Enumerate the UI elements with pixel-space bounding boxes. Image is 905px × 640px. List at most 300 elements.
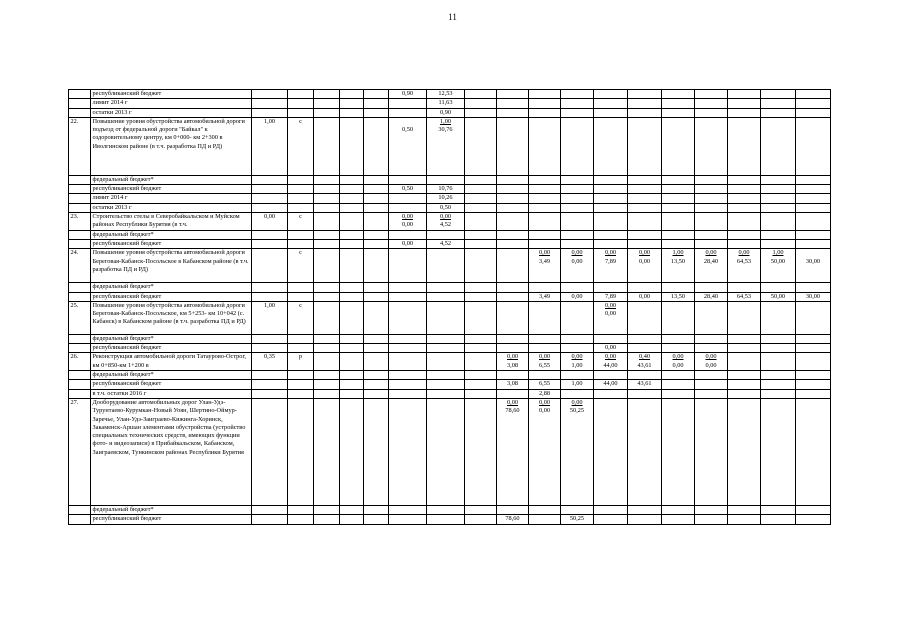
cell-value bbox=[594, 515, 628, 524]
cell-type: с bbox=[288, 249, 314, 283]
cell-value bbox=[314, 99, 340, 108]
cell-value-quantity: 1,00 bbox=[672, 249, 684, 257]
cell-value bbox=[288, 292, 314, 301]
cell-value: 0,90 bbox=[389, 90, 427, 99]
cell-value bbox=[364, 334, 389, 343]
cell-number bbox=[69, 194, 91, 203]
cell-value bbox=[761, 117, 796, 175]
cell-value bbox=[427, 353, 465, 371]
cell-value: 44,00 bbox=[594, 380, 628, 389]
cell-value bbox=[594, 213, 628, 231]
table-row-item bbox=[69, 353, 831, 371]
cell-value bbox=[594, 108, 628, 117]
cell-value bbox=[796, 249, 831, 283]
cell-value bbox=[288, 185, 314, 194]
cell-length: 1,00 bbox=[252, 301, 288, 334]
cell-description: лимит 2014 г bbox=[91, 194, 252, 203]
cell-value bbox=[561, 283, 594, 292]
cell-value-amount: 0,00 bbox=[705, 361, 717, 369]
cell-value bbox=[314, 398, 340, 505]
table-row-subitem bbox=[69, 175, 831, 184]
cell-value bbox=[796, 301, 831, 334]
table-row-subitem bbox=[69, 203, 831, 212]
cell-value bbox=[389, 505, 427, 514]
cell-value-quantity: 0,00 bbox=[538, 249, 551, 257]
cell-value-amount: 0,00 bbox=[604, 310, 617, 318]
cell-value bbox=[288, 194, 314, 203]
cell-value bbox=[662, 505, 695, 514]
cell-value bbox=[529, 90, 561, 99]
cell-value bbox=[364, 239, 389, 248]
table-row-subitem bbox=[69, 99, 831, 108]
cell-number: 23. bbox=[69, 213, 91, 231]
cell-value bbox=[796, 398, 831, 505]
cell-value bbox=[529, 371, 561, 380]
cell-description: федеральный бюджет* bbox=[91, 334, 252, 343]
cell-value bbox=[662, 249, 695, 283]
cell-value-amount: 78,60 bbox=[505, 407, 520, 415]
cell-value bbox=[628, 175, 662, 184]
cell-value bbox=[288, 344, 314, 353]
cell-value bbox=[594, 283, 628, 292]
cell-value bbox=[364, 230, 389, 239]
cell-value bbox=[389, 515, 427, 524]
table-row-item bbox=[69, 398, 831, 505]
cell-value bbox=[314, 515, 340, 524]
cell-value-quantity: 0,00 bbox=[604, 353, 617, 361]
cell-value bbox=[561, 505, 594, 514]
cell-value-amount: 1,00 bbox=[571, 361, 583, 369]
cell-value bbox=[594, 239, 628, 248]
cell-value bbox=[796, 230, 831, 239]
cell-value bbox=[389, 398, 427, 505]
cell-number bbox=[69, 99, 91, 108]
cell-value bbox=[761, 515, 796, 524]
cell-value-quantity: 0,00 bbox=[538, 353, 551, 361]
cell-value bbox=[364, 99, 389, 108]
cell-number bbox=[69, 292, 91, 301]
cell-value bbox=[662, 175, 695, 184]
table-row-item bbox=[69, 249, 831, 283]
cell-value-quantity: 0,00 bbox=[705, 353, 717, 361]
cell-value bbox=[796, 371, 831, 380]
cell-description: республиканский бюджет bbox=[91, 292, 252, 301]
cell-value bbox=[288, 389, 314, 398]
cell-value bbox=[628, 230, 662, 239]
cell-value-quantity: 0,00 bbox=[604, 249, 617, 257]
cell-value bbox=[364, 185, 389, 194]
cell-value: 2,88 bbox=[529, 389, 561, 398]
cell-value-quantity: 0,00 bbox=[571, 353, 583, 361]
cell-value bbox=[728, 283, 761, 292]
cell-value-quantity: 0,00 bbox=[638, 249, 651, 257]
cell-value bbox=[761, 194, 796, 203]
cell-value bbox=[529, 108, 561, 117]
cell-value bbox=[529, 398, 561, 505]
cell-description: остатки 2013 г bbox=[91, 203, 252, 212]
cell-value bbox=[364, 117, 389, 175]
cell-description: Повышение уровня обустройства автомобильной дороги Береговая-Кабанск-Посольское, км 5+253- км 10+042 (с. Кабанск) в Кабанском районе (в т.ч. разработка ПД и РД) bbox=[91, 301, 252, 334]
cell-description: федеральный бюджет* bbox=[91, 371, 252, 380]
cell-value bbox=[561, 213, 594, 231]
cell-value bbox=[465, 389, 497, 398]
cell-value bbox=[529, 515, 561, 524]
cell-value bbox=[364, 194, 389, 203]
cell-value bbox=[594, 175, 628, 184]
cell-description: лимит 2014 г bbox=[91, 99, 252, 108]
cell-value: 0,50 bbox=[427, 203, 465, 212]
cell-description: республиканский бюджет bbox=[91, 185, 252, 194]
cell-value bbox=[389, 380, 427, 389]
cell-value-quantity: 0,00 bbox=[738, 249, 750, 257]
cell-value bbox=[628, 515, 662, 524]
cell-value bbox=[314, 344, 340, 353]
cell-number bbox=[69, 283, 91, 292]
cell-value bbox=[465, 301, 497, 334]
cell-value bbox=[628, 353, 662, 371]
cell-description: Реконструкция автомобильной дороги Татаурово-Острог, км 0+850-км 1+200 в bbox=[91, 353, 252, 371]
cell-value bbox=[288, 505, 314, 514]
cell-value bbox=[497, 230, 529, 239]
cell-value-amount: 13,50 bbox=[670, 257, 686, 265]
cell-value bbox=[628, 398, 662, 505]
cell-value bbox=[662, 185, 695, 194]
cell-value bbox=[662, 371, 695, 380]
cell-value bbox=[340, 398, 364, 505]
cell-value bbox=[252, 230, 288, 239]
cell-value bbox=[314, 353, 340, 371]
cell-type: с bbox=[288, 213, 314, 231]
cell-value bbox=[497, 90, 529, 99]
cell-value bbox=[628, 389, 662, 398]
cell-value: 0,00 bbox=[561, 292, 594, 301]
cell-value bbox=[628, 108, 662, 117]
cell-number bbox=[69, 389, 91, 398]
cell-description: федеральный бюджет* bbox=[91, 230, 252, 239]
cell-value bbox=[796, 239, 831, 248]
table-row-subitem bbox=[69, 108, 831, 117]
table-row-subitem bbox=[69, 230, 831, 239]
cell-value bbox=[364, 515, 389, 524]
cell-value bbox=[761, 505, 796, 514]
cell-value bbox=[340, 353, 364, 371]
cell-value bbox=[288, 108, 314, 117]
cell-description: Дооборудование автомобильных дорог Улан-Удэ-Турунтаево-Курумкан-Новый Уоян, Шертино-Оймур-Заречье, Улан-Удэ-Заиграево-Кижинга-Хоринск, Закаменск-Аршан элементами обустройства (устройство специальных технических средств, имеющих функции фото- и видеозаписи) в Прибайкальском, Кабанском, Заиграевском, Тункинском районах Республики Бурятия bbox=[91, 398, 252, 505]
cell-value bbox=[561, 389, 594, 398]
cell-value bbox=[761, 334, 796, 343]
cell-value bbox=[561, 108, 594, 117]
cell-value bbox=[728, 239, 761, 248]
cell-value bbox=[497, 505, 529, 514]
cell-number: 27. bbox=[69, 398, 91, 505]
cell-value bbox=[628, 117, 662, 175]
cell-value: 13,50 bbox=[662, 292, 695, 301]
cell-value bbox=[252, 203, 288, 212]
cell-value bbox=[465, 108, 497, 117]
cell-value bbox=[252, 185, 288, 194]
cell-value bbox=[340, 380, 364, 389]
cell-value bbox=[252, 389, 288, 398]
cell-value bbox=[529, 99, 561, 108]
cell-value bbox=[761, 213, 796, 231]
cell-value bbox=[252, 194, 288, 203]
cell-value bbox=[389, 301, 427, 334]
cell-value bbox=[497, 239, 529, 248]
cell-value bbox=[761, 371, 796, 380]
cell-value bbox=[529, 213, 561, 231]
cell-value bbox=[427, 515, 465, 524]
cell-value bbox=[529, 175, 561, 184]
cell-value bbox=[497, 203, 529, 212]
cell-value bbox=[796, 90, 831, 99]
cell-value bbox=[695, 389, 728, 398]
cell-value bbox=[761, 175, 796, 184]
cell-value bbox=[340, 515, 364, 524]
cell-value bbox=[364, 398, 389, 505]
cell-value bbox=[628, 249, 662, 283]
cell-value bbox=[695, 301, 728, 334]
cell-value bbox=[497, 344, 529, 353]
cell-value bbox=[389, 389, 427, 398]
cell-description: федеральный бюджет* bbox=[91, 283, 252, 292]
cell-value bbox=[252, 515, 288, 524]
cell-value bbox=[728, 213, 761, 231]
cell-value bbox=[427, 334, 465, 343]
cell-value bbox=[695, 283, 728, 292]
table-row-subitem bbox=[69, 185, 831, 194]
cell-value bbox=[561, 99, 594, 108]
cell-value-quantity: 0,00 bbox=[506, 398, 519, 406]
cell-value bbox=[364, 301, 389, 334]
cell-value bbox=[761, 239, 796, 248]
cell-value-amount: 3,08 bbox=[506, 361, 519, 369]
cell-value bbox=[288, 371, 314, 380]
cell-value bbox=[314, 185, 340, 194]
cell-value bbox=[796, 213, 831, 231]
cell-number bbox=[69, 505, 91, 514]
cell-value: 0,00 bbox=[389, 239, 427, 248]
cell-value bbox=[796, 203, 831, 212]
cell-number bbox=[69, 185, 91, 194]
cell-value bbox=[465, 353, 497, 371]
cell-value bbox=[628, 90, 662, 99]
cell-value bbox=[252, 292, 288, 301]
cell-value bbox=[761, 90, 796, 99]
table-row-subitem bbox=[69, 283, 831, 292]
cell-value bbox=[695, 90, 728, 99]
cell-length: 0,00 bbox=[252, 213, 288, 231]
cell-value bbox=[497, 283, 529, 292]
cell-value bbox=[288, 230, 314, 239]
cell-value bbox=[561, 301, 594, 334]
cell-value bbox=[695, 371, 728, 380]
cell-value bbox=[389, 344, 427, 353]
cell-value bbox=[389, 353, 427, 371]
cell-value bbox=[628, 283, 662, 292]
cell-value bbox=[465, 380, 497, 389]
cell-value bbox=[427, 230, 465, 239]
cell-value bbox=[662, 334, 695, 343]
table-row-subitem bbox=[69, 505, 831, 514]
cell-length: 1,00 bbox=[252, 117, 288, 175]
cell-value bbox=[728, 249, 761, 283]
cell-value bbox=[728, 398, 761, 505]
cell-value bbox=[529, 117, 561, 175]
cell-value bbox=[728, 344, 761, 353]
cell-value bbox=[728, 185, 761, 194]
cell-value bbox=[340, 108, 364, 117]
cell-value-quantity: 0,00 bbox=[705, 249, 717, 257]
cell-value bbox=[497, 185, 529, 194]
cell-value bbox=[662, 389, 695, 398]
cell-value bbox=[314, 301, 340, 334]
cell-value-amount: 30,76 bbox=[438, 126, 453, 134]
cell-value bbox=[695, 117, 728, 175]
cell-value bbox=[594, 230, 628, 239]
cell-value: 4,52 bbox=[427, 239, 465, 248]
cell-value: 50,25 bbox=[561, 515, 594, 524]
cell-value bbox=[628, 194, 662, 203]
cell-value bbox=[340, 344, 364, 353]
cell-value bbox=[340, 239, 364, 248]
cell-value bbox=[796, 108, 831, 117]
cell-value bbox=[340, 175, 364, 184]
cell-value bbox=[796, 117, 831, 175]
cell-value bbox=[364, 249, 389, 283]
cell-value bbox=[364, 505, 389, 514]
table-row-subitem bbox=[69, 380, 831, 389]
cell-value bbox=[761, 203, 796, 212]
cell-value bbox=[728, 353, 761, 371]
cell-value bbox=[497, 117, 529, 175]
page-number: 11 bbox=[448, 12, 457, 22]
cell-value: 6,55 bbox=[529, 380, 561, 389]
cell-value bbox=[252, 90, 288, 99]
cell-value bbox=[662, 194, 695, 203]
cell-value bbox=[465, 117, 497, 175]
cell-value-quantity: 0,40 bbox=[638, 353, 651, 361]
cell-value bbox=[662, 239, 695, 248]
cell-value bbox=[628, 239, 662, 248]
cell-value bbox=[252, 175, 288, 184]
cell-value bbox=[252, 380, 288, 389]
cell-value bbox=[497, 334, 529, 343]
cell-value bbox=[427, 283, 465, 292]
cell-value bbox=[340, 213, 364, 231]
cell-value bbox=[561, 249, 594, 283]
cell-value bbox=[662, 380, 695, 389]
cell-description: республиканский бюджет bbox=[91, 515, 252, 524]
cell-value bbox=[389, 99, 427, 108]
cell-type: с bbox=[288, 117, 314, 175]
cell-value bbox=[561, 175, 594, 184]
cell-value bbox=[628, 203, 662, 212]
cell-number bbox=[69, 344, 91, 353]
cell-value: 7,89 bbox=[594, 292, 628, 301]
cell-value bbox=[497, 371, 529, 380]
cell-value bbox=[796, 389, 831, 398]
cell-value bbox=[364, 213, 389, 231]
cell-value-amount: 0,00 bbox=[538, 407, 551, 415]
cell-value bbox=[594, 185, 628, 194]
cell-value bbox=[497, 353, 529, 371]
cell-value bbox=[427, 301, 465, 334]
cell-value bbox=[465, 175, 497, 184]
cell-value bbox=[695, 230, 728, 239]
cell-value: 0,50 bbox=[389, 185, 427, 194]
cell-value bbox=[364, 371, 389, 380]
cell-value-quantity: 0,00 bbox=[604, 301, 617, 309]
cell-value: 3,49 bbox=[529, 292, 561, 301]
cell-value bbox=[497, 99, 529, 108]
cell-description: Повышение уровня обустройства автомобильной дороги Береговая-Кабанск-Посольское в Кабанском районе (в т.ч. разработка ПД и РД) bbox=[91, 249, 252, 283]
cell-value-quantity: 0,00 bbox=[571, 249, 583, 257]
cell-value bbox=[389, 117, 427, 175]
cell-value-amount: 0,00 bbox=[401, 221, 414, 229]
cell-value bbox=[465, 194, 497, 203]
cell-value bbox=[529, 353, 561, 371]
cell-value bbox=[529, 230, 561, 239]
cell-number bbox=[69, 239, 91, 248]
cell-number: 25. bbox=[69, 301, 91, 334]
cell-length bbox=[252, 398, 288, 505]
cell-value bbox=[389, 334, 427, 343]
cell-value bbox=[389, 283, 427, 292]
cell-type bbox=[288, 398, 314, 505]
cell-value bbox=[465, 203, 497, 212]
cell-value bbox=[796, 185, 831, 194]
cell-value bbox=[728, 194, 761, 203]
cell-value: 30,00 bbox=[796, 292, 831, 301]
cell-value bbox=[728, 371, 761, 380]
cell-number bbox=[69, 371, 91, 380]
cell-value bbox=[695, 213, 728, 231]
cell-value bbox=[288, 203, 314, 212]
cell-value bbox=[465, 344, 497, 353]
cell-value bbox=[288, 239, 314, 248]
table-row-subitem bbox=[69, 389, 831, 398]
cell-value bbox=[340, 194, 364, 203]
table-row-subitem bbox=[69, 239, 831, 248]
cell-value bbox=[465, 283, 497, 292]
cell-value-amount: 4,52 bbox=[439, 221, 452, 229]
table-row-item bbox=[69, 117, 831, 175]
cell-value bbox=[594, 90, 628, 99]
cell-value: 78,60 bbox=[497, 515, 529, 524]
cell-value bbox=[314, 213, 340, 231]
cell-value bbox=[389, 249, 427, 283]
cell-value bbox=[314, 283, 340, 292]
cell-value bbox=[628, 185, 662, 194]
cell-value bbox=[796, 505, 831, 514]
cell-value bbox=[252, 505, 288, 514]
cell-value bbox=[364, 283, 389, 292]
cell-value bbox=[662, 90, 695, 99]
cell-value bbox=[561, 185, 594, 194]
cell-value bbox=[796, 194, 831, 203]
cell-value bbox=[761, 301, 796, 334]
cell-value: 28,40 bbox=[695, 292, 728, 301]
cell-value bbox=[252, 334, 288, 343]
cell-value bbox=[389, 292, 427, 301]
cell-value bbox=[695, 380, 728, 389]
cell-value bbox=[796, 380, 831, 389]
cell-value: 43,61 bbox=[628, 380, 662, 389]
cell-value bbox=[465, 249, 497, 283]
cell-description: федеральный бюджет* bbox=[91, 175, 252, 184]
cell-value bbox=[728, 334, 761, 343]
cell-value: 10,26 bbox=[427, 194, 465, 203]
